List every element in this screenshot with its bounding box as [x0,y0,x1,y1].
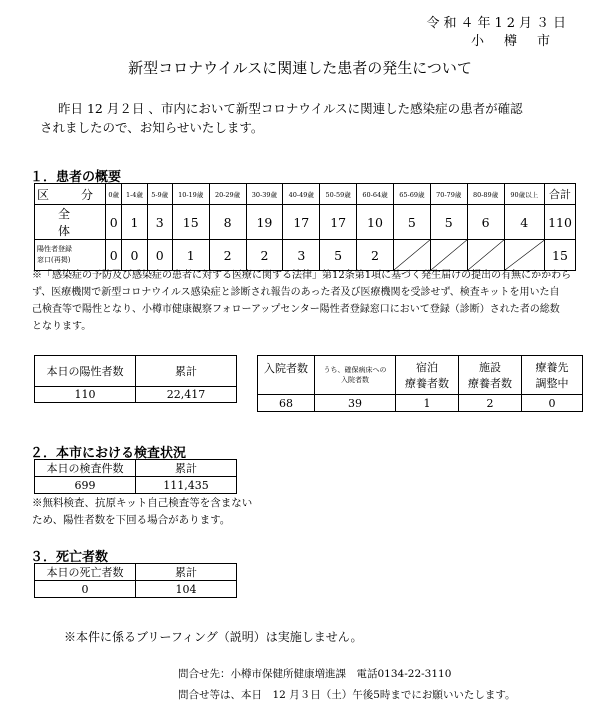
table-row [258,395,583,412]
law-note [32,267,571,335]
today-positives-label: 本日の陽性者数 [35,356,136,387]
cumulative-deaths-value: 104 [136,581,237,598]
age-group-header: 1-4歳 [122,184,147,205]
age-group-header: 90歳以上 [504,184,544,205]
document-date: 令和４年12月３日 [426,16,570,31]
facility-recuperation-label [459,356,522,395]
note-line: ず、医療機関で新型コロナウイルス感染症と診断され報告のあった者及び医療機関を受診せず、検査キットを用いた自 [32,287,560,298]
cumulative-positives-value: 22,417 [136,387,237,403]
age-group-header: 5-9歳 [147,184,172,205]
positives-table [34,355,237,403]
table-cell: 2 [209,240,246,271]
row-registration-label [35,240,106,271]
secured-bed-label-line: 入院者数 [341,376,369,384]
table-cell: 2 [357,240,394,271]
facility-label-line: 療養者数 [468,377,512,390]
table-cell: 15 [172,205,209,240]
table-cell: 19 [246,205,283,240]
table-row [35,477,237,494]
table-row [35,240,576,271]
row-registration-total: 15 [545,240,576,271]
table-cell: 1 [122,205,147,240]
today-deaths-label: 本日の死亡者数 [35,564,136,581]
intro-line-1: 昨日 12 月２日 、市内において新型コロナウイルスに関連した感染症の患者が確認 [58,101,523,116]
hospitalization-table [257,355,583,412]
table-cell: 5 [320,240,357,271]
age-group-header: 60-64歳 [357,184,394,205]
secured-bed-label [315,356,396,395]
table-row [35,581,237,598]
age-group-header: 0歳 [106,184,122,205]
table-cell: 3 [147,205,172,240]
kubun-label: 区 分 [35,184,106,205]
today-positives-value: 110 [35,387,136,403]
placement-adjusting-value: 0 [522,395,583,412]
placement-adjusting-label [522,356,583,395]
row-registration-label-line: 窓口(再掲) [37,256,71,264]
deaths-table [34,563,237,598]
cumulative-deaths-label: 累計 [136,564,237,581]
document-title: 新型コロナウイルスに関連した患者の発生について [128,59,472,77]
age-group-header: 20-29歳 [209,184,246,205]
issuer-city: 小樽市 [470,34,570,49]
not-applicable-cell [504,240,544,271]
hotel-label-line: 療養者数 [405,377,449,390]
table-cell: 0 [122,240,147,271]
section-deaths-heading: ３．死亡者数 [30,550,109,565]
testing-table [34,459,237,494]
table-cell: 4 [504,205,544,240]
cumulative-tests-label: 累計 [136,460,237,477]
intro-line-2: されましたので、お知らせいたします。 [40,120,264,135]
not-applicable-cell [430,240,467,271]
cumulative-tests-value: 111,435 [136,477,237,494]
hotel-label-line: 宿泊 [416,361,438,374]
table-cell: 1 [172,240,209,271]
inpatient-value: 68 [258,395,315,412]
table-cell: 10 [357,205,394,240]
not-applicable-cell [393,240,430,271]
age-group-header: 65-69歳 [393,184,430,205]
table-cell: 8 [209,205,246,240]
adjusting-label-line: 調整中 [535,377,569,390]
inquiry-deadline: 問合せ等は、本日 12 月３日（土）午後5時までにお願いいたします。 [178,689,516,701]
table-row [35,356,237,387]
note-line: ※「感染症の予防及び感染症の患者に対する医療に関する法律」第12条第1項に基づく発生届けの提出の有無にかかわら [32,270,572,281]
row-registration-label-line: 陽性者登録 [37,245,72,253]
age-group-header: 10-19歳 [172,184,209,205]
table-cell: 5 [430,205,467,240]
table-cell: 0 [147,240,172,271]
age-group-header: 30-39歳 [246,184,283,205]
inpatient-label: 入院者数 [258,356,315,395]
not-applicable-cell [467,240,504,271]
secured-bed-label-line: うち、確保病床への [323,366,387,374]
table-cell: 0 [106,240,122,271]
row-all-label: 全 体 [35,205,106,240]
adjusting-label-line: 療養先 [535,361,569,374]
age-header-row [35,184,576,205]
today-deaths-value: 0 [35,581,136,598]
age-group-header: 70-79歳 [430,184,467,205]
total-header: 合計 [545,184,576,205]
note-line: ため、陽性者数を下回る場合があります。 [32,514,231,526]
testing-note [32,495,252,529]
note-line: 己検査等で陽性となり、小樽市健康観察フォローアップセンター陽性者登録窓口において登録（診断）された者の総数 [32,304,560,315]
patient-overview-table [34,183,576,271]
table-cell: 17 [283,205,320,240]
age-group-header: 50-59歳 [320,184,357,205]
cumulative-positives-label: 累計 [136,356,237,387]
table-cell: 0 [106,205,122,240]
table-cell: 2 [246,240,283,271]
today-tests-value: 699 [35,477,136,494]
section-testing-heading: ２．本市における検査状況 [30,446,187,461]
hotel-recuperation-value: 1 [396,395,459,412]
table-row [35,387,237,403]
age-group-header: 40-49歳 [283,184,320,205]
note-line: となります。 [32,321,92,332]
table-cell: 5 [393,205,430,240]
hotel-recuperation-label [396,356,459,395]
contact-info: 問合せ先：小樽市保健所健康増進課 電話0134-22-3110 [178,668,452,680]
row-all-total: 110 [545,205,576,240]
table-cell: 6 [467,205,504,240]
table-cell: 17 [320,205,357,240]
briefing-note: ※本件に係るブリーフィング（説明）は実施しません。 [64,630,363,644]
table-row [35,205,576,240]
age-group-header: 80-89歳 [467,184,504,205]
table-row [35,564,237,581]
table-cell: 3 [283,240,320,271]
secured-bed-value: 39 [315,395,396,412]
today-tests-label: 本日の検査件数 [35,460,136,477]
table-row [258,356,583,395]
note-line: ※無料検査、抗原キット自己検査等を含まない [32,497,253,509]
table-row [35,460,237,477]
section-patient-overview-heading: １．患者の概要 [30,170,122,185]
facility-label-line: 施設 [479,361,501,374]
facility-recuperation-value: 2 [459,395,522,412]
